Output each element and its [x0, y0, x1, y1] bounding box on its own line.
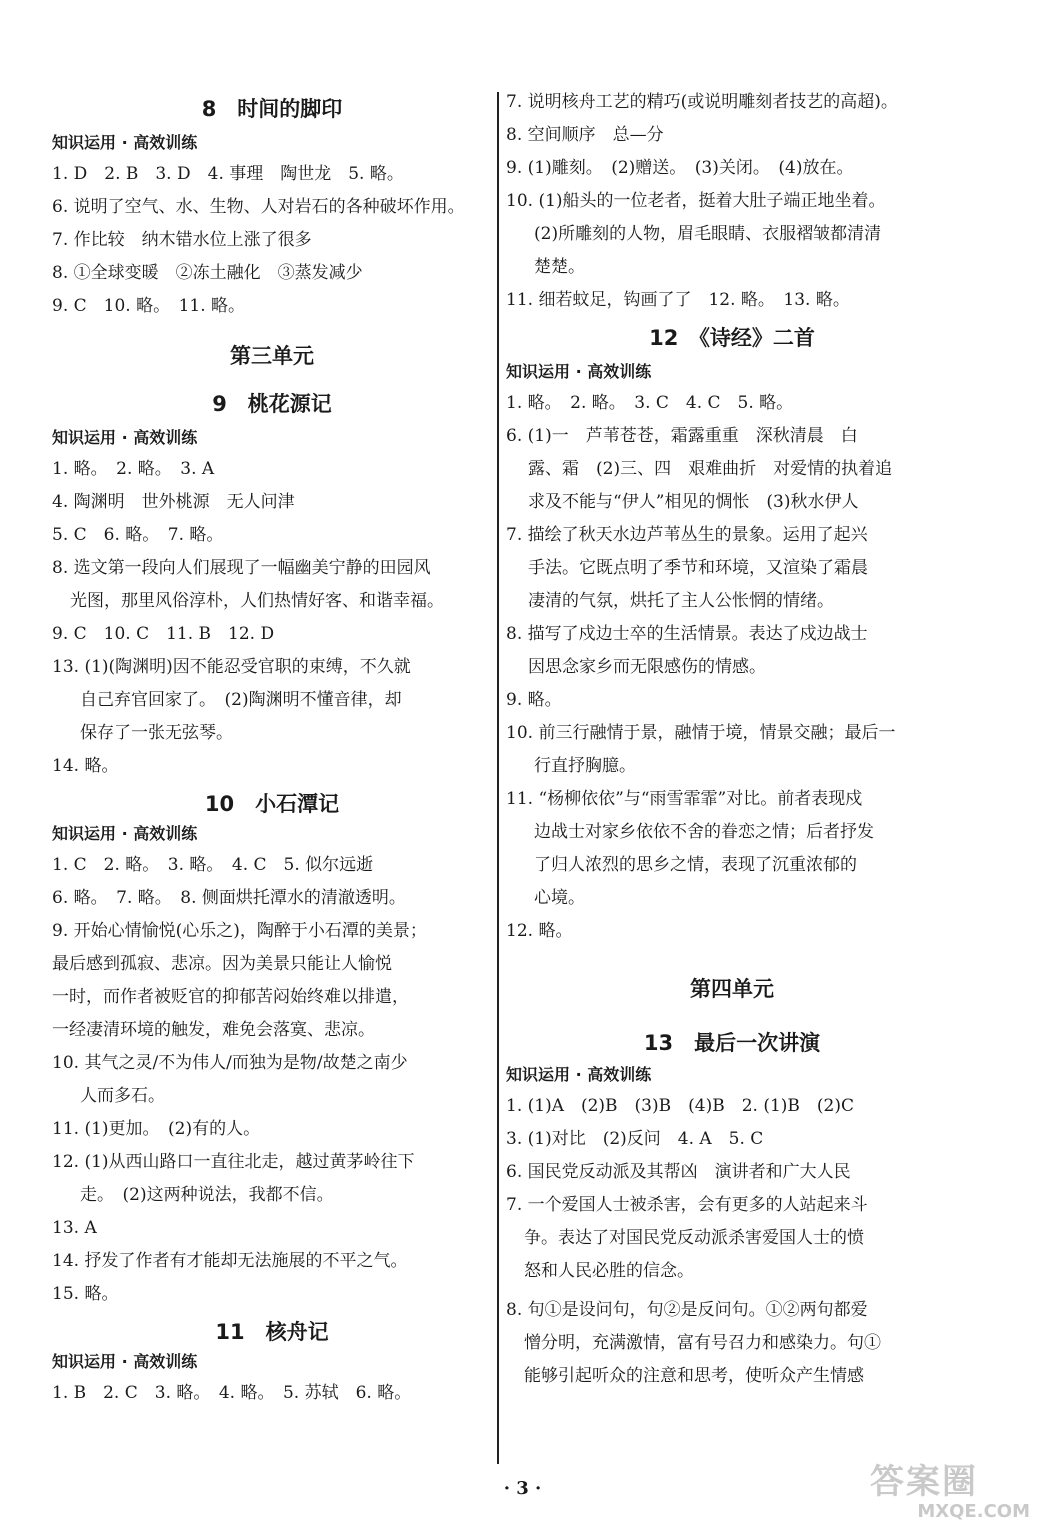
section-10-answers — [52, 849, 492, 1311]
answer-line: 手法。它既点明了季节和环境，又渲染了霜晨 — [528, 558, 868, 578]
answer-line: 了归人浓烈的思乡之情，表现了沉重浓郁的 — [534, 855, 857, 875]
section-9-title: 9 桃花源记 — [212, 392, 332, 416]
answer-line: 1. 略。 2. 略。 3. C 4. C 5. 略。 — [506, 393, 794, 413]
section-12-title: 12 《诗经》二首 — [649, 326, 815, 350]
section-8-answers — [52, 158, 492, 323]
section-10-title: 10 小石潭记 — [204, 792, 340, 816]
answer-line: 行直抒胸臆。 — [534, 756, 636, 776]
answer-line: 光图，那里风俗淳朴，人们热情好客、和谐幸福。 — [70, 591, 444, 611]
answer-line: 9. 略。 — [506, 690, 562, 710]
section-11-subheading: 知识运用 · 高效训练 — [52, 1352, 198, 1371]
answer-line: 12. (1)从西山路口一直往北走，越过黄茅岭往下 — [52, 1152, 415, 1172]
answer-line: 怒和人民必胜的信念。 — [524, 1261, 694, 1281]
answer-line: 自己弃官回家了。 (2)陶渊明不懂音律，却 — [80, 690, 402, 710]
answer-line: 14. 抒发了作者有才能却无法施展的不平之气。 — [52, 1251, 408, 1271]
answer-line: 1. 略。 2. 略。 3. A — [52, 459, 215, 479]
section-8-title: 8 时间的脚印 — [201, 97, 343, 121]
watermark-url: MXQE.COM — [917, 1501, 1030, 1522]
answer-line: 争。表达了对国民党反动派杀害爱国人士的愤 — [524, 1228, 864, 1248]
answer-line: 憎分明，充满激情，富有号召力和感染力。句① — [524, 1333, 881, 1353]
answer-line: 11. 细若蚊足，钩画了了 12. 略。 13. 略。 — [506, 290, 850, 310]
answer-line: 13. A — [52, 1218, 97, 1238]
section-12-subheading: 知识运用 · 高效训练 — [506, 362, 652, 381]
section-11-answers — [52, 1377, 492, 1410]
answer-line: 13. (1)(陶渊明)因不能忍受官职的束缚，不久就 — [52, 657, 411, 677]
answer-line: 因思念家乡而无限感伤的情感。 — [528, 657, 766, 677]
answer-line: 3. (1)对比 (2)反问 4. A 5. C — [506, 1129, 764, 1149]
answer-line: 6. (1)一 芦苇苍苍，霜露重重 深秋清晨 白 — [506, 426, 858, 446]
answer-line: 11. (1)更加。 (2)有的人。 — [52, 1119, 261, 1139]
answer-line: 6. 国民党反动派及其帮凶 演讲者和广大人民 — [506, 1162, 851, 1182]
answer-line: 边战士对家乡依依不舍的眷恋之情；后者抒发 — [534, 822, 874, 842]
answer-line: 9. C 10. C 11. B 12. D — [52, 624, 275, 644]
answer-line: 9. (1)雕刻。 (2)赠送。 (3)关闭。 (4)放在。 — [506, 158, 854, 178]
section-9-answers — [52, 453, 492, 783]
page-number: · 3 · — [503, 1478, 542, 1499]
answer-line: 走。 (2)这两种说法，我都不信。 — [80, 1185, 334, 1205]
answer-line: 5. C 6. 略。 7. 略。 — [52, 525, 224, 545]
answer-line: 露、霜 (2)三、四 艰难曲折 对爱情的执着追 — [528, 459, 893, 479]
section-8-subheading: 知识运用 · 高效训练 — [52, 133, 198, 152]
answer-line: 8. 句①是设问句，句②是反问句。①②两句都爱 — [506, 1300, 868, 1320]
answer-line: 10. 前三行融情于景，融情于境，情景交融；最后一 — [506, 723, 896, 743]
section-10-subheading: 知识运用 · 高效训练 — [52, 824, 198, 843]
unit-4-heading: 第四单元 — [690, 977, 774, 1001]
section-13-title: 13 最后一次讲演 — [643, 1031, 821, 1055]
unit-3-heading: 第三单元 — [230, 344, 314, 368]
answer-line: 7. 一个爱国人士被杀害，会有更多的人站起来斗 — [506, 1195, 868, 1215]
left-column — [52, 92, 492, 1410]
section-11-title: 11 核舟记 — [215, 1320, 329, 1344]
answer-line: 12. 略。 — [506, 921, 573, 941]
answer-line: 6. 说明了空气、水、生物、人对岩石的各种破坏作用。 — [52, 197, 465, 217]
answer-line: 人而多石。 — [80, 1086, 165, 1106]
answer-line: 8. 空间顺序 总—分 — [506, 125, 664, 145]
answer-line: 7. 描绘了秋天水边芦苇丛生的景象。运用了起兴 — [506, 525, 868, 545]
watermark-text: 答案圈 — [870, 1462, 978, 1502]
answer-line: 楚楚。 — [534, 257, 585, 277]
answer-line: 10. (1)船头的一位老者，挺着大肚子端正地坐着。 — [506, 191, 886, 211]
section-13-subheading: 知识运用 · 高效训练 — [506, 1065, 652, 1084]
answer-line: 保存了一张无弦琴。 — [80, 723, 233, 743]
answer-line: 1. (1)A (2)B (3)B (4)B 2. (1)B (2)C — [506, 1096, 854, 1116]
watermark-logo — [870, 1462, 1030, 1532]
answer-line: 最后感到孤寂、悲凉。因为美景只能让人愉悦 — [52, 954, 392, 974]
answer-line: 9. C 10. 略。 11. 略。 — [52, 296, 246, 316]
answer-line: 能够引起听众的注意和思考，使听众产生情感 — [524, 1366, 864, 1386]
answer-line: 1. D 2. B 3. D 4. 事理 陶世龙 5. 略。 — [52, 164, 404, 184]
column-divider — [497, 92, 499, 1464]
answer-line: 8. ①全球变暖 ②冻土融化 ③蒸发减少 — [52, 263, 363, 283]
answer-line: 凄清的气氛，烘托了主人公怅惘的情绪。 — [528, 591, 834, 611]
answer-line: 心境。 — [534, 888, 585, 908]
answer-line: 4. 陶渊明 世外桃源 无人问津 — [52, 492, 295, 512]
answer-line: 15. 略。 — [52, 1284, 119, 1304]
answer-line: (2)所雕刻的人物，眉毛眼睛、衣服褶皱都清清 — [534, 224, 882, 244]
answer-line: 1. C 2. 略。 3. 略。 4. C 5. 似尔远逝 — [52, 855, 374, 875]
answer-line: 一经凄清环境的触发，难免会落寞、悲凉。 — [52, 1020, 375, 1040]
answer-line: 7. 作比较 纳木错水位上涨了很多 — [52, 230, 312, 250]
section-9-subheading: 知识运用 · 高效训练 — [52, 428, 198, 447]
answer-line: 7. 说明核舟工艺的精巧(或说明雕刻者技艺的高超)。 — [506, 92, 898, 112]
answer-line: 8. 选文第一段向人们展现了一幅幽美宁静的田园风 — [52, 558, 431, 578]
answer-line: 14. 略。 — [52, 756, 119, 776]
section-13-answers — [506, 1090, 958, 1393]
answer-line: 9. 开始心情愉悦(心乐之)，陶醉于小石潭的美景； — [52, 921, 427, 941]
section-11-answers-continued — [506, 86, 958, 317]
answer-line: 6. 略。 7. 略。 8. 侧面烘托潭水的清澈透明。 — [52, 888, 406, 908]
section-12-answers — [506, 387, 958, 948]
answer-line: 一时，而作者被贬官的抑郁苦闷始终难以排遣， — [52, 987, 409, 1007]
answer-line: 1. B 2. C 3. 略。 4. 略。 5. 苏轼 6. 略。 — [52, 1383, 412, 1403]
answer-line: 10. 其气之灵/不为伟人/而独为是物/故楚之南少 — [52, 1053, 408, 1073]
answer-line: 8. 描写了戍边士卒的生活情景。表达了戍边战士 — [506, 624, 868, 644]
right-column — [506, 92, 958, 1393]
answer-line: 求及不能与“伊人”相见的惆怅 (3)秋水伊人 — [528, 492, 859, 512]
answer-line: 11. “杨柳依依”与“雨雪霏霏”对比。前者表现戍 — [506, 789, 863, 809]
